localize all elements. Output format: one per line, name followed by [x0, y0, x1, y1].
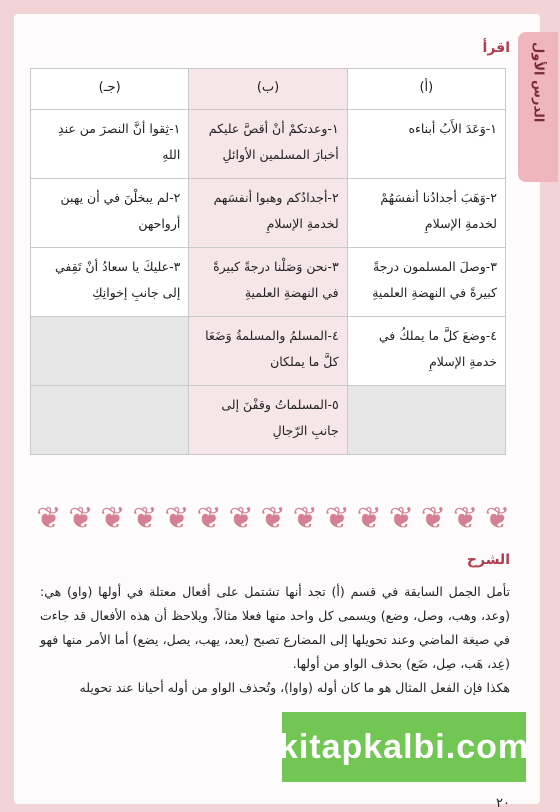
table-header-row: [31, 69, 506, 110]
explanation-body: [40, 580, 510, 700]
table-cell-empty: [31, 386, 189, 455]
table-cell: ٤-المسلمُ والمسلمةُ وَضَعَا كلَّ ما يملكان: [189, 317, 347, 386]
ornament-icon: ❦: [324, 501, 350, 536]
ornament-icon: ❦: [292, 501, 318, 536]
read-section-heading: اقرأ: [482, 40, 510, 56]
table-cell-empty: [347, 386, 505, 455]
ornament-icon: ❦: [36, 501, 62, 536]
ornament-icon: ❦: [100, 501, 126, 536]
table-cell: ٢-لم يبخلْنَ في أن يهبن أرواحهن: [31, 179, 189, 248]
table-row: [31, 317, 506, 386]
column-header-b: (ب): [189, 69, 347, 110]
table-cell: ٣-وصلَ المسلمون درجةً كبيرةً في النهضةِ العلميةِ: [347, 248, 505, 317]
explanation-paragraph: تأمل الجمل السابقة في قسم (أ) تجد أنها تشتمل على أفعال معتلة في أولها (واو) هي: (وعد، وهب، وصل، وضع) ويسمى كل واحد منها فعلا مثالاً، ويلاحظ أن هذه الأفعال قد جاءت في صيغة الماضي وعند تحويلها إلى المضارع تصبح (يعد، يهب، يصل، يضع) أما الأمر منها فهو (عِد، هَب، صِل، ضَع) بحذف الواو من أولها.: [40, 584, 510, 671]
column-header-a: (أ): [347, 69, 505, 110]
examples-table: [30, 68, 506, 455]
ornament-icon: ❦: [484, 501, 510, 536]
ornament-icon: ❦: [132, 501, 158, 536]
table-cell: ٣-عليكَ يا سعادُ أنْ تَقِفي إلى جانبِ إخوانِكِ: [31, 248, 189, 317]
table-cell: ٢-وَهَبَ أجدادُنا أنفسَهُمْ لخدمةِ الإسلامِ: [347, 179, 505, 248]
book-page: [14, 14, 546, 811]
ornament-icon: ❦: [356, 501, 382, 536]
table-row: [31, 179, 506, 248]
ornament-icon: ❦: [196, 501, 222, 536]
table-cell: ٥-المسلماتُ وقفْنَ إلى جانبِ الرّجالِ: [189, 386, 347, 455]
page-number: ٢٠: [496, 796, 510, 811]
lesson-side-tab: [518, 32, 558, 182]
ornament-divider: [36, 502, 510, 536]
ornament-icon: ❦: [420, 501, 446, 536]
table-cell: ٣-نحن وَصَلْنا درجةً كبيرةً في النهضةِ العلميةِ: [189, 248, 347, 317]
table-cell: ٤-وضعَ كلَّ ما يملكُ في خدمةِ الإسلامِ: [347, 317, 505, 386]
ornament-icon: ❦: [228, 501, 254, 536]
table-cell: ٢-أجدادُكم وهبوا أنفسَهم لخدمةِ الإسلامِ: [189, 179, 347, 248]
table-cell-empty: [31, 317, 189, 386]
ornament-icon: ❦: [164, 501, 190, 536]
explanation-heading: الشرح: [466, 552, 510, 568]
lesson-title: الدرس الأول: [530, 42, 546, 123]
ornament-icon: ❦: [388, 501, 414, 536]
ornament-icon: ❦: [260, 501, 286, 536]
table-cell: ١-وَعَدَ الأَبُ أبناءه: [347, 110, 505, 179]
table-cell: ١-ثِقوا أنَّ النصرَ من عندِ اللهِ: [31, 110, 189, 179]
table-cell: ١-وعدتكمْ أنْ أقصَّ عليكم أخبارَ المسلمين الأوائلِ: [189, 110, 347, 179]
table-row: [31, 110, 506, 179]
watermark-text: kitapkalbi.com: [278, 727, 530, 766]
ornament-icon: ❦: [452, 501, 478, 536]
watermark-logo: [278, 712, 530, 782]
explanation-paragraph: هكذا فإن الفعل المثال هو ما كان أوله (واوا)، وتُحذف الواو من أوله أحيانا عند تحويله: [79, 680, 510, 695]
table-row: [31, 386, 506, 455]
column-header-c: (جـ): [31, 69, 189, 110]
ornament-icon: ❦: [68, 501, 94, 536]
table-row: [31, 248, 506, 317]
